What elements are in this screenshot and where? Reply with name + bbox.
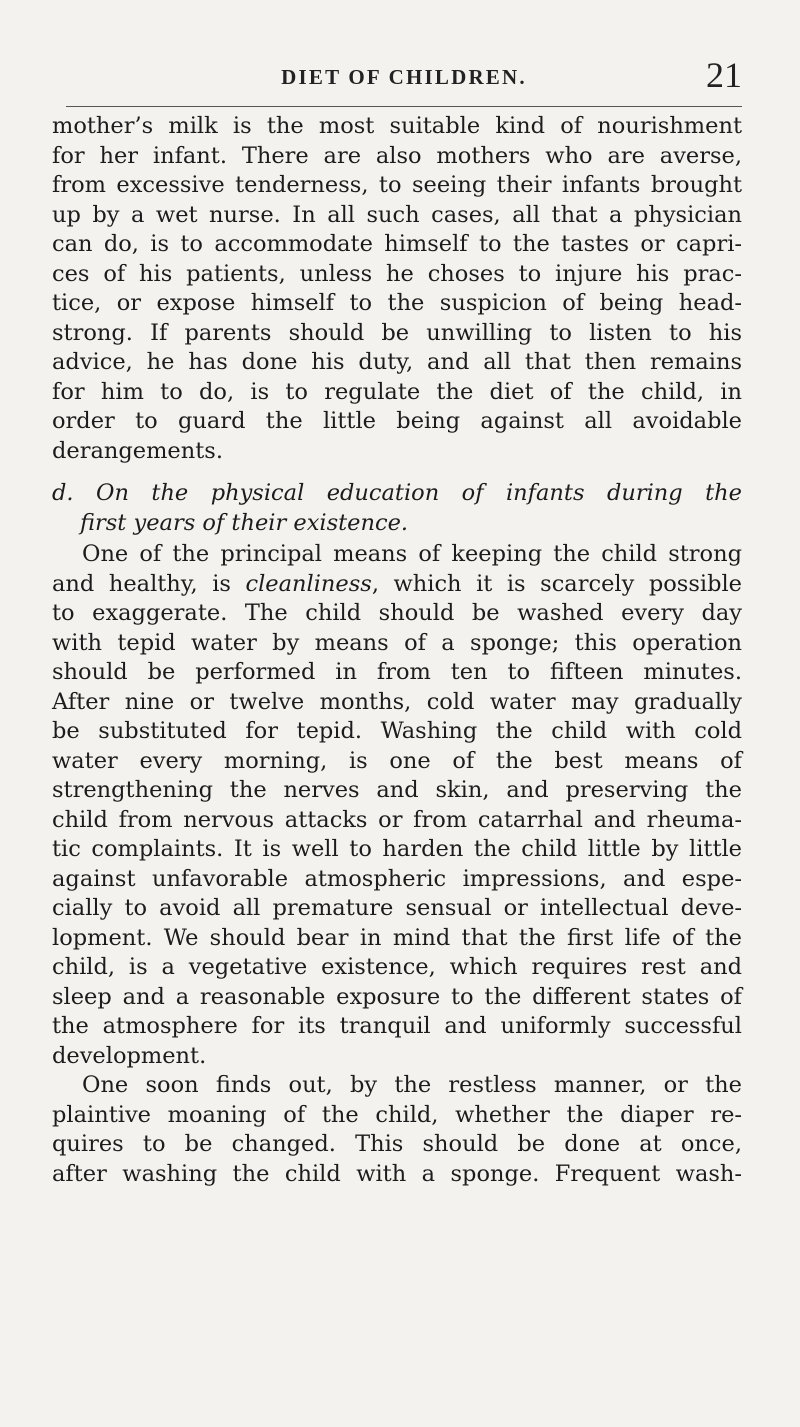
text-span: , which it is scarcely possible — [371, 570, 742, 597]
text-line: quires to be changed. This should be done at once, — [52, 1131, 742, 1157]
text-line: sleep and a reasonable exposure to the different states of — [52, 983, 742, 1010]
text-line: order to guard the little being against all avoidable — [52, 408, 742, 434]
text-line: One of the principal means of keeping the child strong — [82, 541, 742, 567]
paragraph-3 — [52, 1071, 742, 1189]
text-line: up by a wet nurse. In all such cases, all that a physician — [52, 201, 742, 228]
text-line: derangements. — [52, 437, 223, 464]
running-head — [66, 55, 742, 110]
text-line: with tepid water by means of a sponge; this operation — [52, 629, 742, 656]
page-number: 21 — [706, 55, 742, 95]
text-line: water every morning, is one of the best means of — [52, 747, 742, 774]
text-line: the atmosphere for its tranquil and uniformly successful — [52, 1013, 742, 1039]
text-line: ces of his patients, unless he choses to injure his prac- — [52, 260, 742, 287]
text-line: child, is a vegetative existence, which requires rest and — [52, 954, 742, 980]
paragraph-2 — [52, 540, 742, 1071]
text-line: should be performed in from ten to fifteen minutes. — [52, 659, 742, 685]
text-line: be substituted for tepid. Washing the child with cold — [52, 718, 742, 744]
text-line: strong. If parents should be unwilling to listen to his — [52, 319, 742, 346]
text-line: from excessive tenderness, to seeing their infants brought — [52, 172, 742, 198]
section-heading — [52, 479, 742, 538]
text-line: lopment. We should bear in mind that the first life of the — [52, 924, 742, 951]
header-rule — [66, 106, 742, 107]
text-line: to exaggerate. The child should be washed every day — [52, 600, 742, 626]
text-line: can do, is to accommodate himself to the tastes or capri- — [52, 231, 742, 257]
section-heading-line: d. On the physical education of infants during the — [52, 480, 742, 506]
text-line: One soon finds out, by the restless manner, or the — [82, 1072, 742, 1098]
text-line: after washing the child with a sponge. Frequent wash- — [52, 1160, 742, 1187]
text-line: plaintive moaning of the child, whether the diaper re- — [52, 1101, 742, 1128]
text-line: against unfavorable atmospheric impressions, and espe- — [52, 865, 742, 892]
text-line: mother’s milk is the most suitable kind of nourishment — [52, 113, 742, 139]
section-heading-line: first years of their existence. — [80, 509, 409, 536]
text-line: for her infant. There are also mothers who are averse, — [52, 142, 742, 169]
text-line — [52, 570, 742, 600]
text-line: strengthening the nerves and skin, and preserving the — [52, 777, 742, 803]
running-title: DIET OF CHILDREN. — [281, 65, 527, 89]
text-line: development. — [52, 1042, 207, 1069]
emphasized-word: cleanliness — [245, 570, 372, 597]
text-line: advice, he has done his duty, and all that then remains — [52, 349, 742, 375]
paragraph-1 — [52, 112, 742, 466]
body-text — [52, 112, 742, 1189]
text-line: cially to avoid all premature sensual or intellectual deve- — [52, 895, 742, 921]
text-line: tic complaints. It is well to harden the child little by little — [52, 836, 742, 862]
text-line: for him to do, is to regulate the diet of the child, in — [52, 378, 742, 405]
text-span: and healthy, is — [52, 570, 246, 597]
text-line: child from nervous attacks or from catarrhal and rheuma- — [52, 806, 742, 833]
text-line: After nine or twelve months, cold water may gradually — [52, 688, 742, 715]
text-line: tice, or expose himself to the suspicion of being head- — [52, 290, 742, 316]
